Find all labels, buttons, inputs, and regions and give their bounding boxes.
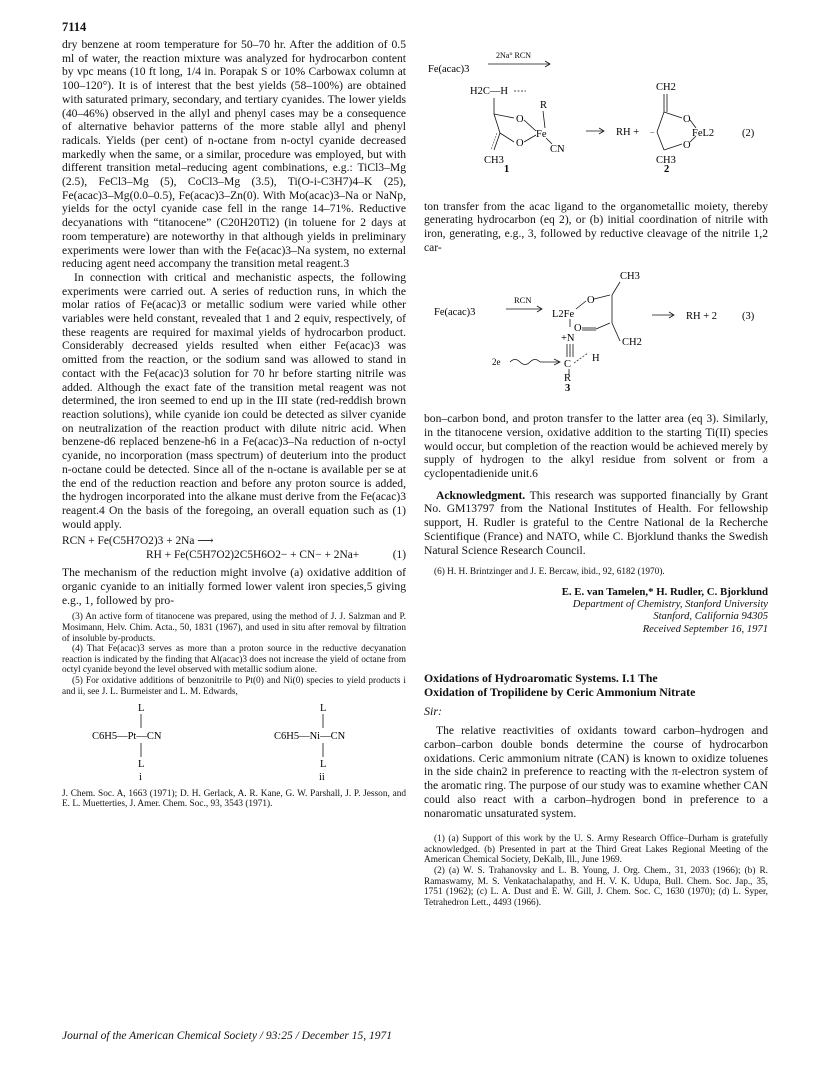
r-group: R <box>564 372 572 384</box>
ligand-L: L <box>320 759 327 771</box>
affiliation: Stanford, California 94305 <box>653 611 768 623</box>
footnote-text: J. Chem. Soc. A, 1663 (1971); D. H. Gerlack, A. R. Kane, G. W. Parshall, J. P. Jesson, and E. L. Muetterties, J. Amer. Chem. Soc., 93, 3543 (1971). <box>62 788 406 810</box>
carbon: C <box>564 358 572 370</box>
salutation: Sir: <box>424 703 442 718</box>
scheme-equation-3 <box>424 271 768 391</box>
footnote-5-continued <box>62 789 406 810</box>
footnote-5: (5) For oxidative additions of benzonitrile to Pt(0) and Ni(0) species to yield products i and ii, see J. L. Burmeister and L. M. Edwards, <box>62 675 406 697</box>
nitrogen: +N <box>561 332 575 344</box>
title-line: Oxidation of Tropilidene by Ceric Ammonium Nitrate <box>424 684 696 699</box>
methyl: CH3 <box>620 270 640 282</box>
reagents: 2Na° RCN <box>496 51 531 60</box>
oxygen: O <box>683 114 691 125</box>
compound-label-3: 3 <box>565 382 571 391</box>
footnotes <box>62 612 406 697</box>
paragraph: The relative reactivities of oxidants toward carbon–hydrogen and carbon–carbon double bonds determine the course of hydrocarbon oxidations. Ceric ammonium nitrate (CAN) is known to oxidize toluenes in the side chain2 in preference to reacting with the π-electron system of the aromatic ring. The purpose of our study was to examine whether CAN could also react with a carbon–hydrogen bond in preference to a nonaromatic unsaturated system. <box>424 724 768 820</box>
ligand-L: L <box>138 759 145 771</box>
methylene: CH2 <box>656 82 676 93</box>
equation-text: RH + Fe(C5H7O2)2C5H6O2− + CN− + 2Na+ <box>146 549 360 562</box>
page-number: 7114 <box>62 20 87 34</box>
oxygen: O <box>516 138 524 149</box>
footnote-3: (3) An active form of titanocene was prepared, using the method of J. J. Salzman and P. Mosimann, Helv. Chim. Acta., 50, 1831 (1967), and used in situ after removal by filtration of insoluble by-products. <box>62 612 406 644</box>
oxygen: O <box>574 322 582 334</box>
footnote-2: (2) (a) W. S. Trahanovsky and L. B. Young, J. Org. Chem., 31, 2033 (1966); (b) R. Ramaswamy, M. S. Venkatachalapathy, and H. V. K. Udupa, Bull. Chem. Soc. Jap., 35, 1751 (1962); (c) L. A. Dust and E. W. Gill, J. Chem. Soc. C, 1630 (1970); (d) L. Syper, Tetrahedron Lett., 4493 (1966). <box>424 866 768 908</box>
methylene-h: H2C—H <box>470 86 508 97</box>
hydrogen: H <box>592 352 600 364</box>
formula-ii: C6H5—Ni—CN <box>274 731 346 743</box>
authors: E. E. van Tamelen,* H. Rudler, C. Bjorklund <box>561 586 768 599</box>
methylene: CH2 <box>622 336 642 348</box>
equation-number: (2) <box>742 128 755 139</box>
ligand-L: L <box>138 703 145 715</box>
label-ii: ii <box>319 772 325 784</box>
left-column <box>62 38 406 810</box>
scheme-equation-2 <box>424 38 768 172</box>
electrons: 2e <box>492 356 501 367</box>
products: RH + 2 <box>686 310 718 322</box>
equation-line: RCN + Fe(C5H7O2)3 + 2Na ⟶ <box>62 535 214 548</box>
signature-block <box>424 586 768 636</box>
label-i: i <box>139 772 142 784</box>
footnotes <box>424 834 768 908</box>
journal-footer: Journal of the American Chemical Society / 93:25 / December 15, 1971 <box>62 1030 393 1042</box>
acknowledgment <box>424 489 768 558</box>
oxygen: O <box>587 294 595 306</box>
paragraph: dry benzene at room temperature for 50–70 hr. After the addition of 0.5 ml of water, the reaction mixture was analyzed for hydrocarbon content by vpc means (10 ft long, 1/4 in. Porapak S or 10% Carbowax column at 100–120°). It is of interest that the best yields (58–100%) are obtained with saturated primary, secondary, and tertiary cyanides. The lower yields (40–46%) observed in the allyl and phenyl cases may be a consequence of alternative behavior patterns of the more stable allyl and phenyl radicals. Yields (per cent) of n-octane from n-octyl cyanide decreased markedly when the same, or a similar, procedure was employed, but with different transition metal–reducing agent combinations, e.g.: TiCl3–Mg (2.5), FeCl3–Mg (5), CoCl3–Mg (3.5), Ti(O-i-C3H7)4–K (25), Fe(acac)3–Mg(0.0–0.5), Fe(acac)3–Zn(0). With Mo(acac)3–Na or NaNp, yields for the octyl cyanide case fell in the range 14–71%. Reductive decyanations with “titanocene” (C20H20Ti2) (in toluene for 2 days at room temperature) are noteworthy in that although yields in preliminary experiments were lower than with the Fe(acac)3–Na system, no external reducing agent need accompany the transition metal reagent.3 <box>62 38 406 271</box>
r-group: R <box>540 100 548 111</box>
right-column <box>424 38 768 908</box>
title-line: Oxidations of Hydroaromatic Systems. I.1 The <box>424 670 658 685</box>
equation-number: (3) <box>742 310 755 322</box>
paragraph: The mechanism of the reduction might involve (a) oxidative addition of organic cyanide to an initially formed lower valent iron species,5 giving e.g., 1, followed by pro- <box>62 566 406 607</box>
footnote-1: (1) (a) Support of this work by the U. S. Army Research Office–Durham is gratefully acknowledged. (b) Presented in part at the Third Great Lakes Regional Meeting of the American Chemical Society, DeKalb, Ill., June 1969. <box>424 834 768 866</box>
reactant: Fe(acac)3 <box>434 306 476 318</box>
reagent: RCN <box>514 294 532 305</box>
formula-i: C6H5—Pt—CN <box>92 731 162 743</box>
equation-1 <box>62 534 406 562</box>
methyl: CH3 <box>484 155 504 166</box>
received-date: Received September 16, 1971 <box>642 624 768 636</box>
compound-label-1: 1 <box>504 164 510 172</box>
l2fe: L2Fe <box>552 308 575 320</box>
fel2: FeL2 <box>692 128 715 139</box>
oxygen: O <box>516 114 524 125</box>
acknowledgment-body: This research was supported financially by Grant No. GM13797 from the National Institutes of Health. For fellowship support, H. Rudler is grateful to the Centre National de la Recherche Scientifique (France) and NATO, while C. Bjorklund thanks the Swedish Natural Science Research Council. <box>424 488 768 557</box>
affiliation: Department of Chemistry, Stanford University <box>572 598 768 610</box>
paragraph: In connection with critical and mechanistic aspects, the following experiments were carried out. A series of reduction runs, in which the molar ratios of Fe(acac)3 or metallic sodium were varied while other variables were held constant, revealed that 1 and 2 equiv, respectively, of these reagents are required for maximal yields of hydrocarbon product. Considerably decreased yields resulted when either Fe(acac)3 was omitted from the reaction, or the sodium sand was allowed to stand in contact with the Fe(acac)3 solution for 70 hr before starting nitrile was added. Although the exact fate of the transition metal reagent was not determined, the iron seemed to end up in the III state (red-reddish brown reaction solutions), while cyanide ion could be detected as silver cyanide on neutralization of the reaction product with dilute nitric acid. When benzene-d6 replaced benzene-h6 in a Fe(acac)3–Na reduction of n-octyl cyanide, no incorporation (mass spectrum) of deuterium into the product n-octane could be detected. Since all of the n-octane is available per se at the end of the reduction reaction and before any proton source is added, the hydrogen incorporated into the alkane must derive from the Fe(acac)3 reagent.4 On the basis of the foregoing, an overall equation such as (1) would apply. <box>62 270 406 531</box>
footnote-4: (4) That Fe(acac)3 serves as more than a proton source in the reductive decyanation reaction is indicated by the finding that Al(acac)3 does not increase the yield of octane from octyl cyanide beyond the level observed with metallic sodium alone. <box>62 644 406 676</box>
iron: Fe <box>536 129 547 140</box>
methyl: CH3 <box>656 155 676 166</box>
oxygen: O <box>683 140 691 151</box>
products: RH + <box>616 127 640 138</box>
compound-label-2: 2 <box>664 164 670 172</box>
equation-line <box>62 548 406 562</box>
equation-number: (1) <box>392 549 406 562</box>
paragraph: ton transfer from the acac ligand to the organometallic moiety, thereby generating hydrocarbon (eq 2), or (b) initial coordination of nitrile with iron, generating, e.g., 3, followed by reductive cleavage of the nitrile 1,2 car- <box>424 199 768 254</box>
cyano: CN <box>550 144 565 155</box>
paragraph: bon–carbon bond, and proton transfer to the latter area (eq 3). Similarly, in the titanocene version, oxidative addition to the starting Ti(II) species would occur, but completion of the reaction would be achieved merely by supply of hydrogen to the alkyl residue from solvent or from a cyclopentadienide unit.6 <box>424 412 768 481</box>
article-title <box>424 671 768 699</box>
ligand-L: L <box>320 703 327 715</box>
carbanion: − <box>650 128 655 137</box>
acknowledgment-heading: Acknowledgment. <box>436 488 526 502</box>
reactant: Fe(acac)3 <box>428 64 470 75</box>
footnote-6: (6) H. H. Brintzinger and J. E. Bercaw, ibid., 92, 6182 (1970). <box>434 567 665 578</box>
ligand-structures <box>62 699 406 783</box>
